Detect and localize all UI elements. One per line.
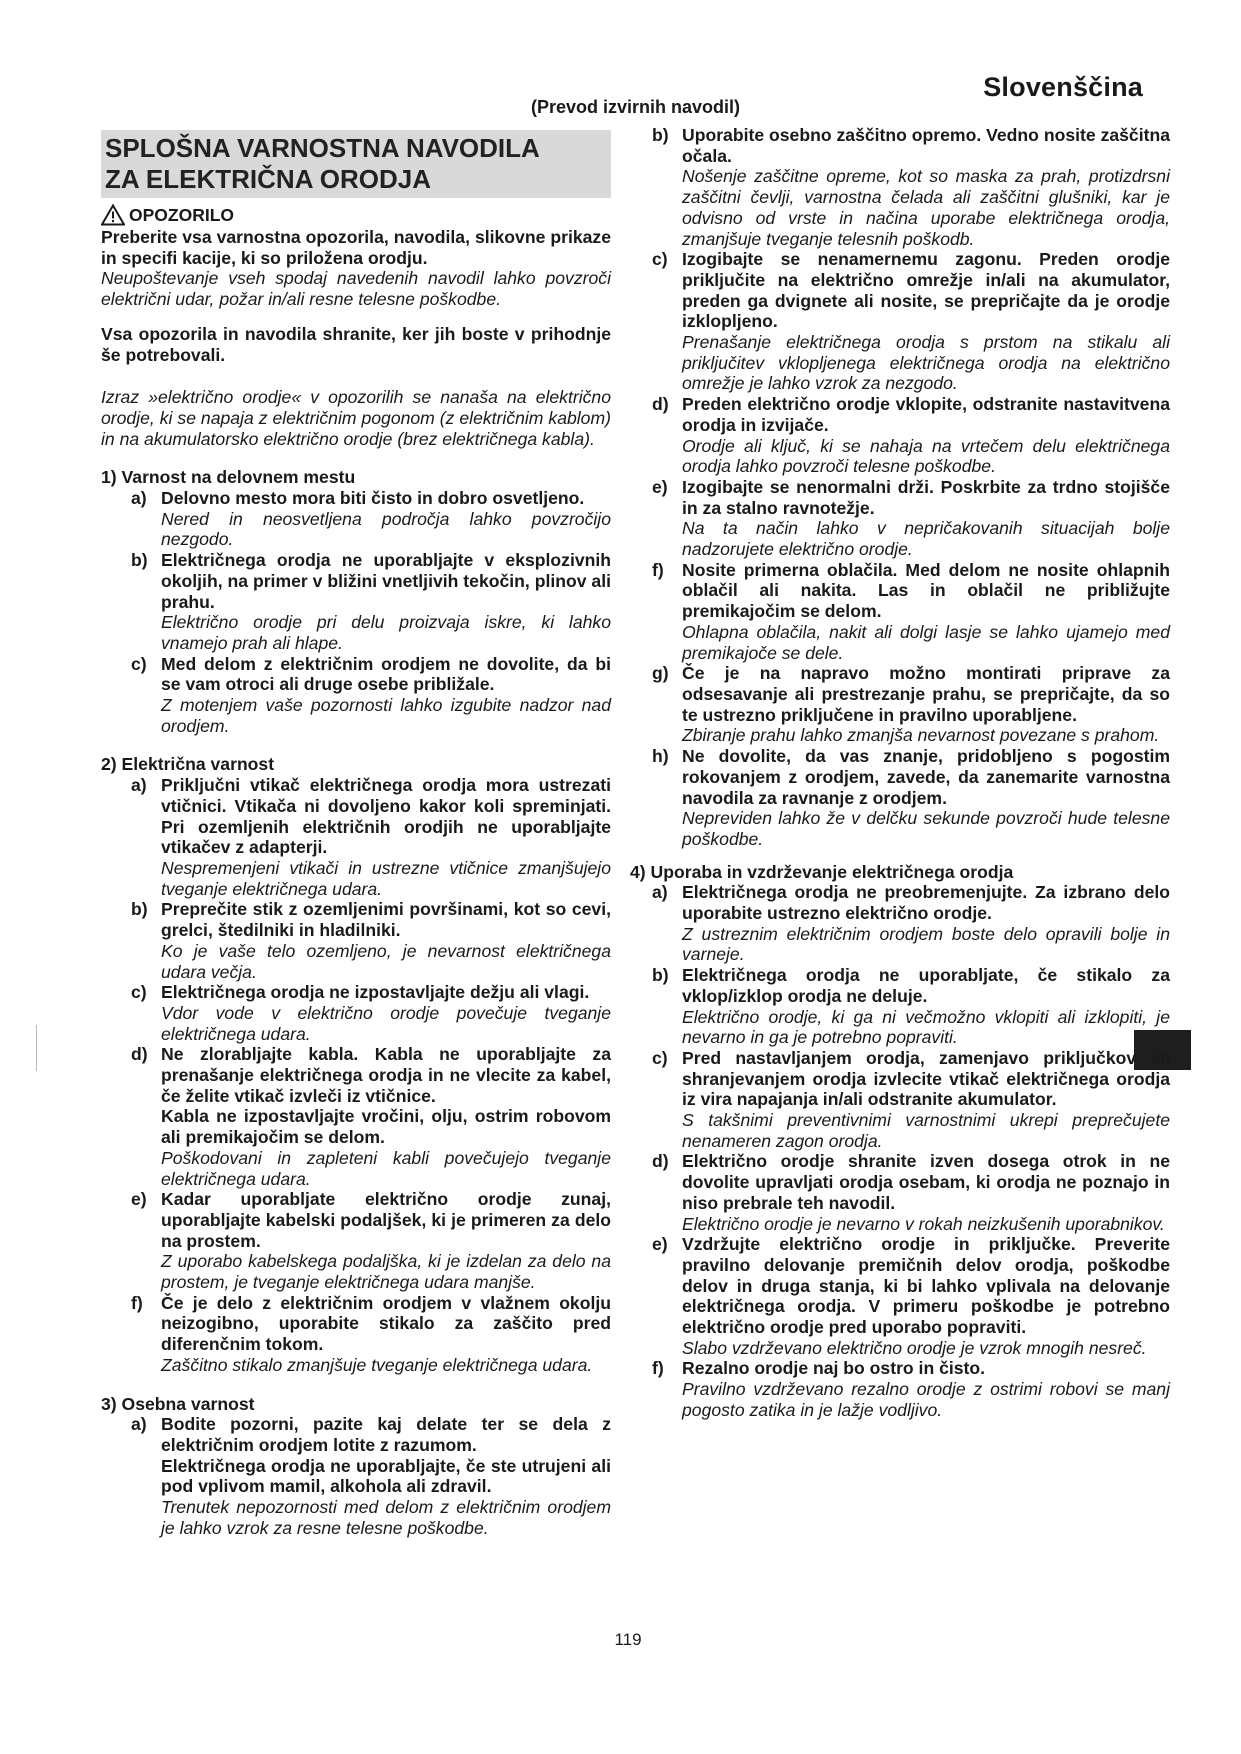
list-item: b) Električnega orodja ne uporabljate, če stikalo za vklop/izklop orodja ne deluje. Električno orodje, ki ga ni večmožno vklopiti ali izklopiti, je nevarno in ga je potrebno popraviti. <box>652 965 1170 1048</box>
list-item: b) Preprečite stik z ozemljenimi površinami, kot so cevi, grelci, štedilniki in hladilniki. Ko je vaše telo ozemljeno, je nevarnost električnega udara večja. <box>131 899 611 982</box>
warning-heading <box>101 204 611 226</box>
title-line-2: ZA ELEKTRIČNA ORODJA <box>105 164 431 194</box>
list-item: e) Izogibajte se nenormalni drži. Poskrbite za trdno stojišče in za stalno ravnotežje. Na ta način lahko v nepričakovanih situacijah bolje nadzorujete električno orodje. <box>652 476 1170 560</box>
section-1-heading: 1) Varnost na delovnem mestu <box>101 467 356 488</box>
list-item: a) Priključni vtikač električnega orodja mora ustrezati vtičnici. Vtikača ni dovoljeno kakor koli spreminjati. Pri ozemljenih električnih orodjih ne uporabljajte vtikačev z adapterji. Nespremenjeni vtikači in ustrezne vtičnice zmanjšujejo tveganje električnega udara. <box>131 775 611 899</box>
list-item: f) Rezalno orodje naj bo ostro in čisto. Pravilno vzdrževano rezalno orodje z ostrimi robovi se manj pogosto zatika in je lažje vodljivo. <box>652 1358 1170 1420</box>
warning-italic-text: Neupoštevanje vseh spodaj navedenih navodil lahko povzroči električni udar, požar in/ali resne telesne poškodbe. <box>101 268 611 310</box>
right-column <box>630 125 1170 1421</box>
list-item: e) Kadar uporabljate električno orodje zunaj, uporabljajte kabelski podaljšek, ki je primeren za delo na prostem. Z uporabo kabelskega podaljška, ki je izdelan za delo na prostem, je tveganje električnega udara manjše. <box>131 1189 611 1293</box>
list-item: e) Vzdržujte električno orodje in priključke. Preverite pravilno delovanje premičnih delov orodja, poškodbe delov in druga stanja, ki bi lahko vplivala na delovanje električnega orodja. V primeru poškodbe je potrebno električno orodje pred uporabo popraviti. Slabo vzdrževano električno orodje je vzrok mnogih nesreč. <box>652 1234 1170 1358</box>
list-item: c) Pred nastavljanjem orodja, zamenjavo priključkov ali shranjevanjem orodja izvlecite vtikač električnega orodja iz vira napajanja in/ali odstranite akumulator. S takšnimi preventivnimi varnostnimi ukrepi preprečujete nenameren zagon orodja. <box>652 1047 1170 1151</box>
list-item: a) Bodite pozorni, pazite kaj delate ter se dela z električnim orodjem lotite z razumom. Električnega orodja ne uporabljajte, če ste utrujeni ali pod vplivom mamil, alkohola ali zdravil. Trenutek nepozornosti med delom z električnim orodjem je lahko vzrok za resne telesne poškodbe. <box>131 1414 611 1538</box>
title-line-1: SPLOŠNA VARNOSTNA NAVODILA <box>105 133 540 163</box>
translation-subtitle: (Prevod izvirnih navodil) <box>530 97 741 117</box>
warning-label: OPOZORILO <box>129 204 234 225</box>
list-item: d) Električno orodje shranite izven dosega otrok in ne dovolite upravljati orodja osebam, ki orodja ne poznajo in niso prebrale teh navodil. Električno orodje je nevarno v rokah neizkušenih uporabnikov. <box>652 1151 1170 1234</box>
list-item: f) Nosite primerna oblačila. Med delom ne nosite ohlapnih oblačil ali nakita. Las in oblačil ne približujte premikajočim se delom. Ohlapna oblačila, nakit ali dolgi lasje se lahko ujamejo med premikajoče se dele. <box>652 559 1170 663</box>
page-number: 119 <box>614 1630 642 1649</box>
keep-instructions-text: Vsa opozorila in navodila shranite, ker jih boste v prihodnje še potrebovali. <box>101 323 611 365</box>
margin-mark <box>36 1025 37 1071</box>
language-label: Slovenščina <box>983 72 1143 102</box>
list-item: d) Preden električno orodje vklopite, odstranite nastavitvena orodja in izvijače. Orodje ali ključ, ki se nahaja na vrtečem delu električnega orodja lahko povzroči telesne poškodbe. <box>652 394 1170 477</box>
section-title-box <box>101 130 611 198</box>
list-item: a) Električnega orodja ne preobremenjujte. Za izbrano delo uporabite ustrezno električno orodje. Z ustreznim električnim orodjem boste delo opravili bolje in varneje. <box>652 882 1170 965</box>
list-item: f) Če je delo z električnim orodjem v vlažnem okolju neizogibno, uporabite stikalo za zaščito pred diferenčnim tokom. Zaščitno stikalo zmanjšuje tveganje električnega udara. <box>131 1292 611 1375</box>
list-item: b) Uporabite osebno zaščitno opremo. Vedno nosite zaščitna očala. Nošenje zaščitne opreme, kot so maska za prah, protizdrsni zaščitni čevlji, varnostna čelada ali zaščitni glušniki, kar je odvisno od vrste in načina uporabe električnega orodja, zmanjšuje tveganje telesnih poškodb. <box>652 125 1170 249</box>
warning-bold-text: Preberite vsa varnostna opozorila, navodila, slikovne prikaze in specifi kacije, ki so priložena orodju. <box>101 227 611 268</box>
left-column <box>101 126 611 1538</box>
section-2-heading: 2) Električna varnost <box>101 754 275 775</box>
list-item: a) Delovno mesto mora biti čisto in dobro osvetljeno. Nered in neosvetljena področja lahko povzročijo nezgodo. <box>131 488 611 550</box>
list-item: b) Električnega orodja ne uporabljajte v eksplozivnih okoljih, na primer v bližini vnetljivih tekočin, plinov ali prahu. Električno orodje pri delu proizvaja iskre, ki lahko vnamejo prah ali hlape. <box>131 550 611 653</box>
list-item: d) Ne zlorabljajte kabla. Kabla ne uporabljajte za prenašanje električnega orodja in ne vlecite za kabel, če želite vtikač izvleči iz vtičnice. Kabla ne izpostavljajte vročini, olju, ostrim robovom ali premikajočim se delom. Poškodovani in zapleteni kabli povečujejo tveganje električnega udara. <box>131 1044 611 1189</box>
section-4-heading: 4) Uporaba in vzdrževanje električnega orodja <box>630 861 1014 882</box>
list-item: g) Če je na napravo možno montirati priprave za odsesavanje ali prestrezanje prahu, se prepričajte, da so te ustrezno priključene in pravilno uporabljene. Zbiranje prahu lahko zmanjša nevarnost povezane s prahom. <box>652 663 1170 746</box>
list-item: c) Izogibajte se nenamernemu zagonu. Preden orodje priključite na električno omrežje in/ali na akumulator, preden ga dvignete ali nosite, se prepričajte da je orodje izklopljeno. Prenašanje električnega orodja s prstom na stikalu ali priključitev vklopljenega električnega orodja na električno omrežje je lahko vzrok za nezgodo. <box>652 249 1170 394</box>
list-item: h) Ne dovolite, da vas znanje, pridobljeno s pogostim rokovanjem z orodjem, zavede, da zanemarite varnostna navodila za ravnanje z orodjem. Nepreviden lahko že v delčku sekunde povzroči hude telesne poškodbe. <box>652 746 1170 849</box>
section-3-heading: 3) Osebna varnost <box>101 1393 255 1414</box>
warning-triangle-icon <box>101 204 125 226</box>
list-item: c) Med delom z električnim orodjem ne dovolite, da bi se vam otroci ali druge osebe približale. Z motenjem vaše pozornosti lahko izgubite nadzor nad orodjem. <box>131 653 611 736</box>
list-item: c) Električnega orodja ne izpostavljajte dežju ali vlagi. Vdor vode v električno orodje povečuje tveganje električnega udara. <box>131 982 611 1044</box>
definition-text: Izraz »električno orodje« v opozorilih se nanaša na električno orodje, ki se napaja z električnim pogonom (z električnim kablom) in na akumulatorsko električno orodje (brez električnega kabla). <box>101 387 611 449</box>
